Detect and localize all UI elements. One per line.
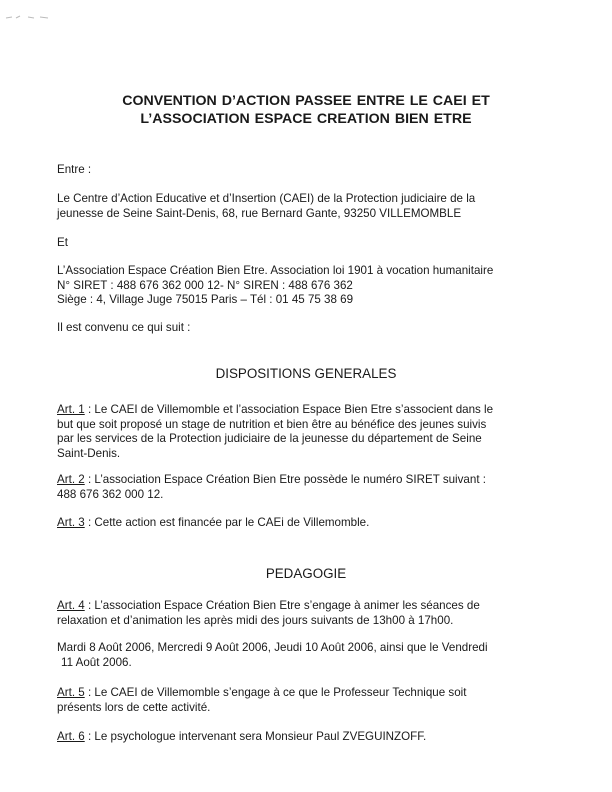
article-4 (57, 599, 569, 628)
et-label: Et (57, 236, 68, 249)
article-text: : L’association Espace Création Bien Etre possède le numéro SIRET suivant : (84, 473, 486, 486)
title-line-1: CONVENTION D’ACTION PASSEE ENTRE LE CAEI ET (122, 93, 490, 109)
activity-dates-line: 11 Août 2006. (61, 655, 132, 669)
party-caei-line: Le Centre d’Action Educative et d’Insertion (CAEI) de la Protection judiciaire de la (57, 192, 476, 205)
article-label: Art. 1 (57, 403, 85, 416)
article-text: : Cette action est financée par le CAEi de Villemomble. (84, 516, 370, 529)
article-3 (57, 516, 569, 531)
activity-dates (57, 641, 569, 670)
article-label: Art. 4 (57, 599, 85, 612)
document-title (40, 92, 572, 128)
article-text: but que soit proposé un stage de nutrition et bien être au bénéfice des jeunes suivis (57, 417, 487, 431)
article-1 (57, 403, 569, 461)
article-text: 488 676 362 000 12. (57, 487, 164, 501)
section-heading-general: DISPOSITIONS GENERALES (215, 366, 397, 381)
article-6 (57, 730, 569, 745)
agreed-label: Il est convenu ce qui suit : (57, 321, 191, 334)
activity-dates-line: Mardi 8 Août 2006, Mercredi 9 Août 2006, Jeudi 10 Août 2006, ainsi que le Vendredi (57, 641, 488, 654)
article-text: : Le CAEI de Villemomble s’engage à ce que le Professeur Technique soit (84, 686, 467, 699)
article-2 (57, 473, 569, 502)
article-text: : Le psychologue intervenant sera Monsieur Paul ZVEGUINZOFF. (84, 730, 427, 743)
section-heading-pedagogy: PEDAGOGIE (265, 566, 347, 581)
article-text: présents lors de cette activité. (57, 700, 211, 714)
article-5 (57, 686, 569, 715)
article-text: Saint-Denis. (57, 446, 121, 460)
article-text: : L’association Espace Création Bien Etre s’engage à animer les séances de (84, 599, 480, 612)
article-label: Art. 3 (57, 516, 85, 529)
party-association-line: L’Association Espace Création Bien Etre. Association loi 1901 à vocation humanitaire (57, 264, 494, 277)
article-text: : Le CAEI de Villemomble et l’association Espace Bien Etre s’associent dans le (84, 403, 494, 416)
article-label: Art. 5 (57, 686, 85, 699)
party-caei (57, 192, 569, 221)
scan-speck-mark (4, 14, 50, 20)
entre-label: Entre : (57, 163, 92, 176)
party-association-line: Siège : 4, Village Juge 75015 Paris – Tél : 01 45 75 38 69 (57, 293, 354, 307)
article-text: par les services de la Protection judiciaire de la jeunesse du département de Seine (57, 432, 482, 446)
party-caei-line: jeunesse de Seine Saint-Denis, 68, rue Bernard Gante, 93250 VILLEMOMBLE (57, 206, 462, 220)
article-label: Art. 2 (57, 473, 85, 486)
article-label: Art. 6 (57, 730, 85, 743)
article-text: relaxation et d’animation les après midi des jours suivants de 13h00 à 17h00. (57, 613, 454, 627)
title-line-2: L’ASSOCIATION ESPACE CREATION BIEN ETRE (140, 111, 472, 127)
party-association (57, 264, 569, 308)
party-association-line: N° SIRET : 488 676 362 000 12- N° SIREN : 488 676 362 (57, 278, 353, 292)
